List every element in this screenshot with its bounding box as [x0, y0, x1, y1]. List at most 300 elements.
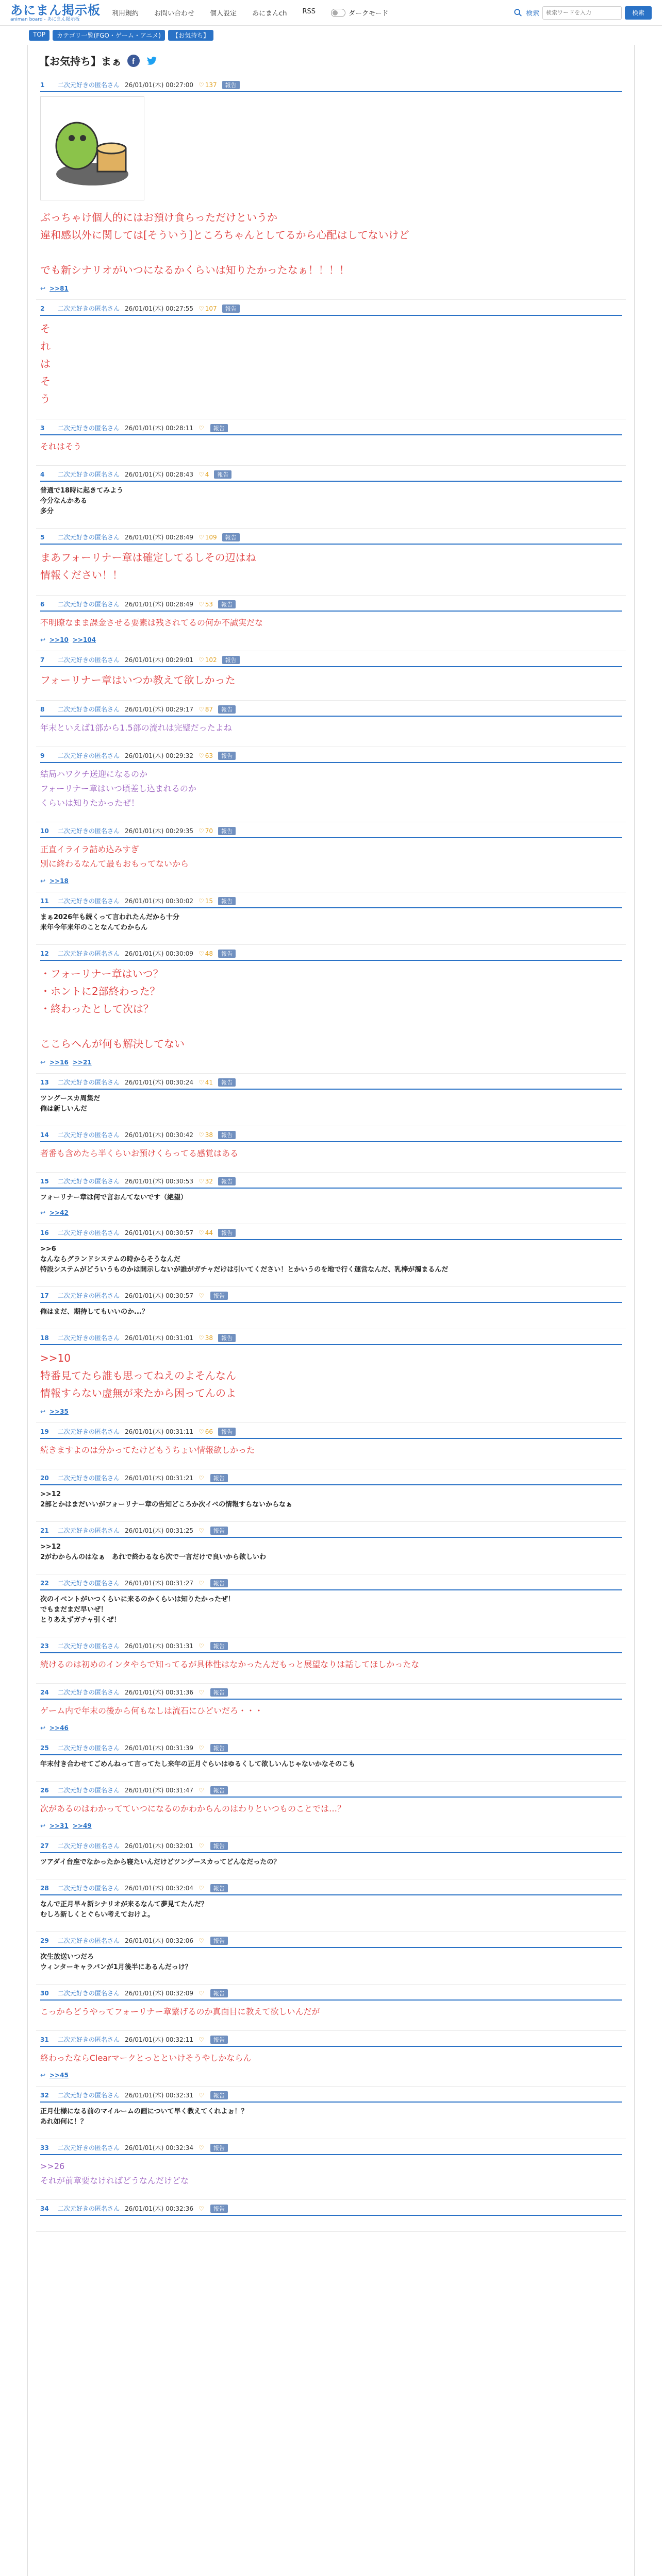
post-date: 26/01/01(木) 00:29:01	[125, 656, 193, 664]
post	[36, 300, 626, 419]
heart-icon: ♡	[198, 2091, 204, 2099]
good-counter[interactable]	[198, 471, 209, 478]
breadcrumb-top[interactable]: TOP	[29, 30, 49, 41]
report-button[interactable]: 報告	[222, 656, 240, 664]
post-date: 26/01/01(木) 00:28:43	[125, 471, 193, 478]
post-body: ツアダイ台座でなかったから寝たいんだけどツングースカってどんなだったの？	[40, 1858, 280, 1866]
good-counter[interactable]	[198, 1428, 213, 1435]
toggle-knob	[333, 10, 338, 15]
good-counter[interactable]	[198, 897, 213, 905]
good-counter[interactable]	[198, 1292, 205, 1299]
post-number[interactable]: 3	[40, 424, 45, 432]
report-button[interactable]: 報告	[218, 897, 236, 905]
reply-icon: ↩	[40, 1408, 46, 1415]
good-counter[interactable]	[198, 1990, 205, 1997]
post-header	[40, 600, 622, 612]
poster-name: 二次元好きの匿名さん	[58, 656, 120, 664]
good-count: 66	[205, 1428, 213, 1435]
post-number[interactable]: 21	[40, 1527, 49, 1534]
heart-icon: ♡	[198, 470, 204, 478]
reply-anchor[interactable]: >>16	[49, 1059, 69, 1066]
good-counter[interactable]	[198, 2144, 205, 2151]
post	[36, 419, 626, 466]
good-counter[interactable]	[198, 950, 213, 957]
post-date: 26/01/01(木) 00:31:31	[125, 1642, 193, 1650]
post-date: 26/01/01(木) 00:31:36	[125, 1689, 193, 1696]
report-button[interactable]: 報告	[210, 1884, 228, 1892]
post-header	[40, 2035, 622, 2047]
reply-links	[40, 2070, 622, 2079]
reply-links	[40, 634, 622, 643]
post-date: 26/01/01(木) 00:30:09	[125, 950, 193, 957]
post-date: 26/01/01(木) 00:30:42	[125, 1131, 193, 1139]
post	[36, 747, 626, 822]
logo-subtitle: animan board - あにまん掲示板	[10, 16, 80, 22]
good-counter[interactable]	[198, 1842, 205, 1850]
good-counter[interactable]	[198, 1334, 213, 1342]
post-number[interactable]: 29	[40, 1937, 49, 1944]
post-body: そ れ は そ う	[40, 323, 51, 405]
post-body: 普通で18時に起きてみよう 今分なんかある 多分	[40, 487, 124, 515]
post-body: 次があるのはわかってていつになるのかわからんのはわりといつものことでは…？	[40, 1804, 346, 1814]
post-number[interactable]: 6	[40, 600, 45, 608]
post-body	[40, 2216, 622, 2224]
good-counter[interactable]	[198, 1580, 205, 1587]
post	[36, 1173, 626, 1224]
post-number[interactable]: 5	[40, 533, 45, 541]
post-header	[40, 1841, 622, 1853]
post	[36, 466, 626, 529]
reply-anchor[interactable]: >>21	[72, 1059, 92, 1066]
post-date: 26/01/01(木) 00:32:01	[125, 1842, 193, 1850]
post-number[interactable]: 20	[40, 1474, 49, 1482]
report-button[interactable]: 報告	[210, 1786, 228, 1794]
post-header	[40, 1989, 622, 2001]
reply-anchor[interactable]: >>45	[49, 2072, 69, 2079]
poster-name: 二次元好きの匿名さん	[58, 1787, 120, 1794]
post	[36, 892, 626, 945]
post	[36, 1739, 626, 1782]
poster-name: 二次元好きの匿名さん	[58, 81, 120, 89]
post-header	[40, 1078, 622, 1090]
post-header	[40, 1786, 622, 1798]
post	[36, 1287, 626, 1329]
post	[36, 1574, 626, 1637]
report-button[interactable]: 報告	[218, 1428, 236, 1436]
poster-name: 二次元好きの匿名さん	[58, 601, 120, 608]
report-button[interactable]: 報告	[210, 1744, 228, 1752]
good-counter[interactable]	[198, 1475, 205, 1482]
reply-anchor[interactable]: >>81	[49, 285, 69, 292]
reply-icon: ↩	[40, 1209, 46, 1216]
post-body: ツングースカ周集だ 俺は新しいんだ	[40, 1095, 101, 1113]
post-body: 次のイベントがいつくらいに来るのかくらいは知りたかったぜ！ でもまだまだ早いぜ！ とりあえずガチャ引くぜ！	[40, 1596, 235, 1624]
heart-icon: ♡	[198, 1842, 204, 1850]
post-number[interactable]: 26	[40, 1786, 49, 1794]
post-body: まあフォーリナー章は確定してるしその辺はね 情報ください！！	[40, 551, 256, 581]
good-counter[interactable]	[198, 425, 205, 432]
good-counter[interactable]	[198, 656, 217, 664]
poster-name: 二次元好きの匿名さん	[58, 1642, 120, 1650]
good-counter[interactable]	[198, 1787, 205, 1794]
good-counter[interactable]	[198, 1178, 213, 1185]
post	[36, 1684, 626, 1739]
good-counter[interactable]	[198, 2092, 205, 2099]
post-header	[40, 705, 622, 717]
poster-name: 二次元好きの匿名さん	[58, 1580, 120, 1587]
post	[36, 2139, 626, 2200]
nav-animanch[interactable]: あにまんch	[252, 10, 287, 18]
good-counter[interactable]	[198, 534, 217, 541]
heart-icon: ♡	[198, 1688, 204, 1696]
post	[36, 1637, 626, 1684]
search-input[interactable]	[542, 6, 622, 20]
reply-links	[40, 1406, 622, 1415]
nav-rss[interactable]: RSS	[302, 8, 316, 15]
post-date: 26/01/01(木) 00:31:01	[125, 1334, 193, 1342]
report-button[interactable]: 報告	[210, 424, 228, 432]
post-body: なんで正月早々新シナリオが来るなんて夢見てたんだ？ むしろ新しくとぐらい考えておけよ。	[40, 1901, 208, 1919]
facebook-share-icon[interactable]	[127, 54, 140, 67]
good-counter[interactable]	[198, 2036, 205, 2043]
poster-name: 二次元好きの匿名さん	[58, 2092, 120, 2099]
report-button[interactable]: 報告	[222, 81, 240, 89]
poster-name: 二次元好きの匿名さん	[58, 1937, 120, 1944]
post-number[interactable]: 17	[40, 1292, 49, 1299]
post	[36, 1782, 626, 1837]
toggle-switch[interactable]	[331, 9, 345, 17]
post	[36, 1469, 626, 1522]
post	[36, 2031, 626, 2087]
heart-icon: ♡	[198, 1428, 204, 1435]
post-body: ・フォーリナー章はいつ？ ・ホントに2部終わった？ ・終わったとして次は？ ここらへんが何も解決してない	[40, 968, 185, 1050]
search-icon	[514, 8, 523, 18]
heart-icon: ♡	[198, 1334, 204, 1342]
post-date: 26/01/01(木) 00:29:32	[125, 752, 193, 759]
poster-name: 二次元好きの匿名さん	[58, 1475, 120, 1482]
post-header	[40, 1579, 622, 1590]
post-number[interactable]: 19	[40, 1428, 49, 1435]
post	[36, 76, 626, 300]
poster-name: 二次元好きの匿名さん	[58, 1292, 120, 1299]
good-counter[interactable]	[198, 1131, 213, 1139]
post-number[interactable]: 10	[40, 827, 49, 835]
heart-icon: ♡	[198, 897, 204, 905]
reply-icon: ↩	[40, 2072, 46, 2079]
post-header	[40, 1641, 622, 1653]
report-button[interactable]: 報告	[210, 2205, 228, 2213]
post-number[interactable]: 7	[40, 656, 45, 664]
post-header	[40, 1228, 622, 1240]
breadcrumb-thread[interactable]: 【お気持ち】	[168, 30, 213, 41]
report-button[interactable]: 報告	[218, 950, 236, 958]
post-date: 26/01/01(木) 00:28:11	[125, 425, 193, 432]
post-number[interactable]: 13	[40, 1078, 49, 1086]
post-date: 26/01/01(木) 00:28:49	[125, 534, 193, 541]
post	[36, 529, 626, 596]
good-counter[interactable]	[198, 1527, 205, 1534]
reply-anchor[interactable]: >>18	[49, 877, 69, 885]
report-button[interactable]: 報告	[210, 2091, 228, 2099]
thread-header	[36, 45, 626, 76]
good-count: 38	[205, 1131, 213, 1139]
good-count: 53	[205, 600, 213, 608]
report-button[interactable]: 報告	[210, 1642, 228, 1650]
post-header	[40, 1688, 622, 1700]
good-counter[interactable]	[198, 305, 217, 312]
poster-name: 二次元好きの匿名さん	[58, 1885, 120, 1892]
post-number[interactable]: 34	[40, 2205, 49, 2212]
nav-settings[interactable]: 個人設定	[210, 10, 237, 18]
reply-anchor[interactable]: >>42	[49, 1209, 69, 1216]
post-number[interactable]: 32	[40, 2091, 49, 2099]
post-number[interactable]: 11	[40, 897, 49, 905]
post	[36, 1074, 626, 1126]
post-body: 俺はまだ、期待してもいいのか...？	[40, 1308, 148, 1316]
post-header	[40, 423, 622, 435]
site-logo[interactable]	[10, 4, 101, 22]
poster-name: 二次元好きの匿名さん	[58, 534, 120, 541]
nav-terms[interactable]: 利用規約	[112, 10, 139, 18]
post	[36, 2200, 626, 2232]
good-counter[interactable]	[198, 2205, 205, 2212]
good-count: 87	[205, 705, 213, 713]
good-count: 32	[205, 1177, 213, 1185]
report-button[interactable]: 報告	[218, 600, 236, 608]
post-date: 26/01/01(木) 00:29:17	[125, 706, 193, 713]
search-button[interactable]: 検索	[625, 6, 652, 20]
post-date: 26/01/01(木) 00:30:57	[125, 1292, 193, 1299]
thread-title: 【お気持ち】まぁ	[39, 55, 122, 67]
post-number[interactable]: 18	[40, 1334, 49, 1342]
post	[36, 701, 626, 747]
report-button[interactable]: 報告	[210, 1579, 228, 1587]
post-number[interactable]: 22	[40, 1579, 49, 1587]
post	[36, 1879, 626, 1932]
post-body: >>26 それが前章要なければどうなんだけどな	[40, 2161, 189, 2185]
poster-name: 二次元好きの匿名さん	[58, 1079, 120, 1086]
poster-name: 二次元好きの匿名さん	[58, 1334, 120, 1342]
post-date: 26/01/01(木) 00:31:47	[125, 1787, 193, 1794]
post-date: 26/01/01(木) 00:27:00	[125, 81, 193, 89]
good-counter[interactable]	[198, 1229, 213, 1236]
post-number[interactable]: 28	[40, 1884, 49, 1892]
report-button[interactable]: 報告	[210, 1842, 228, 1850]
post-header	[40, 751, 622, 763]
report-button[interactable]: 報告	[210, 1989, 228, 1997]
poster-name: 二次元好きの匿名さん	[58, 2205, 120, 2212]
post-list	[36, 76, 626, 2232]
post-body: >>10 特番見てたら誰も思ってねえのよそんなん 情報すらない虚無が来たから困ってんのよ	[40, 1352, 236, 1399]
twitter-share-icon[interactable]	[145, 54, 159, 67]
post-header	[40, 949, 622, 961]
post-date: 26/01/01(木) 00:32:06	[125, 1937, 193, 1944]
report-button[interactable]: 報告	[210, 1527, 228, 1535]
post-body: ぶっちゃけ個人的にはお預け食らっただけというか 違和感以外に関しては[そういう]ところちゃんとしてるから心配はしてないけど でも新シナリオがいつになるかくらいは知りたかったなぁ！！！！	[40, 211, 409, 276]
reply-anchor[interactable]: >>49	[72, 1822, 92, 1829]
reply-links	[40, 283, 622, 292]
post-number[interactable]: 1	[40, 81, 45, 89]
poster-name: 二次元好きの匿名さん	[58, 1842, 120, 1850]
post-date: 26/01/01(木) 00:30:24	[125, 1079, 193, 1086]
report-button[interactable]: 報告	[222, 304, 240, 313]
post-number[interactable]: 2	[40, 304, 45, 312]
report-button[interactable]: 報告	[210, 1937, 228, 1945]
post-header	[40, 655, 622, 667]
poster-name: 二次元好きの匿名さん	[58, 1229, 120, 1236]
report-button[interactable]: 報告	[218, 1334, 236, 1342]
post-number[interactable]: 24	[40, 1688, 49, 1696]
post	[36, 1932, 626, 1985]
reply-links	[40, 1820, 622, 1829]
post-number[interactable]: 4	[40, 470, 45, 478]
good-count: 63	[205, 752, 213, 759]
reply-anchor[interactable]: >>104	[72, 636, 96, 643]
heart-icon: ♡	[198, 1229, 204, 1236]
good-counter[interactable]	[198, 706, 213, 713]
good-counter[interactable]	[198, 1079, 213, 1086]
post-body: フォーリナー章はいつか教えて欲しかった	[40, 674, 236, 686]
poster-name: 二次元好きの匿名さん	[58, 2144, 120, 2151]
report-button[interactable]: 報告	[210, 2036, 228, 2044]
report-button[interactable]: 報告	[210, 1292, 228, 1300]
report-button[interactable]: 報告	[218, 1078, 236, 1087]
poster-name: 二次元好きの匿名さん	[58, 752, 120, 759]
reply-anchor[interactable]: >>35	[49, 1408, 69, 1415]
report-button[interactable]: 報告	[214, 470, 231, 479]
post-header	[40, 2204, 622, 2216]
post-date: 26/01/01(木) 00:31:25	[125, 1527, 193, 1534]
post-header	[40, 1526, 622, 1538]
post-image[interactable]	[40, 96, 144, 200]
heart-icon: ♡	[198, 950, 204, 957]
post-date: 26/01/01(木) 00:31:39	[125, 1744, 193, 1752]
post-number[interactable]: 23	[40, 1642, 49, 1650]
poster-name: 二次元好きの匿名さん	[58, 950, 120, 957]
heart-icon: ♡	[198, 304, 204, 312]
heart-icon: ♡	[198, 1131, 204, 1139]
heart-icon: ♡	[198, 1989, 204, 1997]
post-body: 年末といえば1部から1.5部の流れは完璧だったよね	[40, 723, 232, 733]
post	[36, 1985, 626, 2031]
post-date: 26/01/01(木) 00:32:04	[125, 1885, 193, 1892]
post-body: 続きますよのは分かってたけどもうちょい情報欲しかった	[40, 1445, 255, 1455]
breadcrumb-category[interactable]: カテゴリ一覧(FGO・ゲーム・アニメ)	[53, 30, 165, 41]
search-box	[514, 6, 652, 20]
post-body: こっからどうやってフォーリナー章繋げるのか真面目に教えて欲しいんだが	[40, 2007, 320, 2016]
post-number[interactable]: 15	[40, 1177, 49, 1185]
heart-icon: ♡	[198, 533, 204, 541]
thread-main	[27, 45, 635, 2576]
post-number[interactable]: 16	[40, 1229, 49, 1236]
report-button[interactable]: 報告	[218, 752, 236, 760]
post-body: 続けるのは初めのインタやらで知ってるが具体性はなかったんだもっと展望なりは話してほしかったな	[40, 1659, 420, 1669]
poster-name: 二次元好きの匿名さん	[58, 1527, 120, 1534]
heart-icon: ♡	[198, 752, 204, 759]
report-button[interactable]: 報告	[210, 1688, 228, 1697]
post-date: 26/01/01(木) 00:31:21	[125, 1475, 193, 1482]
good-counter[interactable]	[198, 827, 213, 835]
post-body: >>6 なんならグランドシステムの時からそうなんだ 特段システムがどういうものかは開示しないが誰がガチャだけは引いてください！とかいうのを地で行く運営なんだ、乳棒が濁まるんだ	[40, 1245, 449, 1274]
post-body: >>12 2がわからんのはなぁ あれで終わるなら次で一言だけで良いから欲しいわ	[40, 1543, 267, 1561]
reply-links	[40, 1722, 622, 1732]
post-header	[40, 896, 622, 908]
post	[36, 822, 626, 892]
post-number[interactable]: 31	[40, 2036, 49, 2043]
good-counter[interactable]	[198, 752, 213, 759]
post-number[interactable]: 9	[40, 752, 45, 759]
post-number[interactable]: 8	[40, 705, 45, 713]
post	[36, 596, 626, 651]
post-number[interactable]: 12	[40, 950, 49, 957]
post-number[interactable]: 30	[40, 1989, 49, 1997]
post	[36, 1837, 626, 1879]
good-count: 41	[205, 1078, 213, 1086]
heart-icon: ♡	[198, 2144, 204, 2151]
report-button[interactable]: 報告	[218, 1177, 236, 1185]
post-body: 不明瞭なまま課金させる要素は残されてるの何か不誠実だな	[40, 618, 263, 628]
good-counter[interactable]	[198, 1642, 205, 1650]
reply-icon: ↩	[40, 285, 46, 292]
good-counter[interactable]	[198, 1744, 205, 1752]
post-number[interactable]: 14	[40, 1131, 49, 1139]
heart-icon: ♡	[198, 2205, 204, 2212]
report-button[interactable]: 報告	[222, 533, 240, 541]
good-counter[interactable]	[198, 81, 217, 89]
post-body: 終わったならClearマークとっとといけそうやしかならん	[40, 2053, 252, 2063]
good-counter[interactable]	[198, 1689, 205, 1696]
dark-mode-label: ダークモード	[348, 10, 389, 18]
post-date: 26/01/01(木) 00:27:55	[125, 305, 193, 312]
good-counter[interactable]	[198, 601, 213, 608]
post-header	[40, 2143, 622, 2155]
poster-name: 二次元好きの匿名さん	[58, 2036, 120, 2043]
good-counter[interactable]	[198, 1937, 205, 1944]
dark-mode-toggle[interactable]	[331, 8, 388, 18]
post-date: 26/01/01(木) 00:28:49	[125, 601, 193, 608]
report-button[interactable]: 報告	[218, 827, 236, 835]
nav-contact[interactable]: お問い合わせ	[154, 10, 195, 18]
report-button[interactable]: 報告	[218, 1131, 236, 1139]
post-date: 26/01/01(木) 00:32:09	[125, 1990, 193, 1997]
report-button[interactable]: 報告	[210, 2144, 228, 2152]
post-date: 26/01/01(木) 00:32:34	[125, 2144, 193, 2151]
good-counter[interactable]	[198, 1885, 205, 1892]
reply-anchor[interactable]: >>10	[49, 636, 69, 643]
reply-anchor[interactable]: >>31	[49, 1822, 69, 1829]
heart-icon: ♡	[198, 1474, 204, 1482]
post-number[interactable]: 33	[40, 2144, 49, 2151]
post-number[interactable]: 25	[40, 1744, 49, 1752]
poster-name: 二次元好きの匿名さん	[58, 897, 120, 905]
poster-name: 二次元好きの匿名さん	[58, 706, 120, 713]
post-number[interactable]: 27	[40, 1842, 49, 1850]
post-header	[40, 1291, 622, 1303]
good-count: 107	[205, 304, 217, 312]
reply-anchor[interactable]: >>46	[49, 1724, 69, 1732]
post-header	[40, 533, 622, 545]
post-header	[40, 2091, 622, 2103]
post-body: ゲーム内で年末の後から何もなしは流石にひどいだろ・・・	[40, 1706, 263, 1716]
post-header	[40, 304, 622, 316]
post	[36, 1423, 626, 1469]
reply-links	[40, 1057, 622, 1066]
report-button[interactable]: 報告	[218, 1229, 236, 1237]
report-button[interactable]: 報告	[218, 705, 236, 714]
post-body: 結局ハワクチ送迎になるのか フォーリナー章はいつ頃差し込まれるのか くらいは知りたかったぜ！	[40, 769, 196, 808]
report-button[interactable]: 報告	[210, 1474, 228, 1482]
post-header	[40, 1743, 622, 1755]
